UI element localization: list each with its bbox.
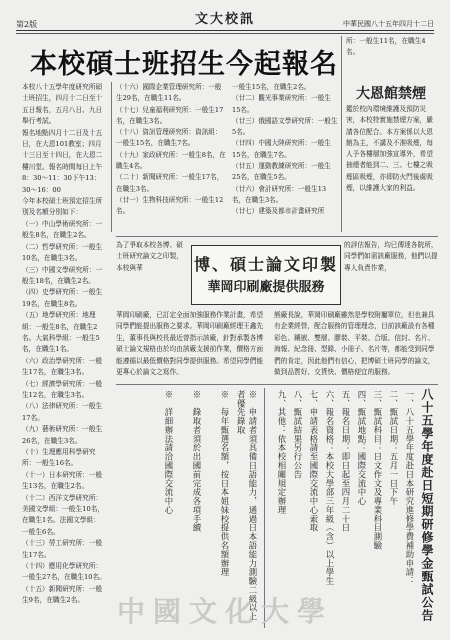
article-paragraph: （二）哲學研究所：一般生10名，在職生3名。	[22, 242, 103, 263]
announcement-item: 一、八十五學年度赴日本研究進修學費補助申請：	[405, 390, 415, 586]
column-divider	[341, 36, 342, 232]
left-article-column	[22, 82, 106, 627]
article-paragraph: 本校八十五學年度研究所碩士班招生，四月十二日至十五日報名，五月八日、九日舉行考試。	[22, 83, 103, 126]
announcement-note: ※ 詳細辦法請洽國際交流中心	[164, 390, 174, 515]
page-header	[16, 6, 434, 36]
dept-list-column-1	[116, 82, 226, 232]
issue-number: 第2版	[16, 20, 38, 29]
dept-list-column-2	[232, 82, 338, 232]
article-paragraph: （十五）新聞研究所：一般生9名，在職生2名。	[22, 584, 103, 605]
ad-line-2: 華岡印刷廠提供服務	[207, 280, 325, 295]
announcement-item: 七、申請表格請至國際交流中心索取	[309, 390, 319, 533]
dept-list-item: （十九）家政研究所：一般生8名，在職生4名。	[116, 150, 226, 171]
dept-list-item: （廿六）會計研究所：一般生13名，在職生3名。	[232, 184, 327, 204]
announcement-note: ※ 申請者須具備日語能力，通過日本語能力測驗二級以上者優先錄取	[236, 390, 258, 622]
nosmoking-headline: 大恩館禁煙	[356, 86, 426, 102]
article-paragraph: （一）中山學術研究所：一般生8名，在職生2名。	[22, 219, 103, 240]
announcement-item: 五、報名日期：即日起至四月二十日	[341, 390, 351, 533]
article-paragraph: （十）生理應用科學研究所：一般生16名。	[22, 448, 96, 468]
dept-list-item: （二十）新聞研究所：一般生17名，在職生3名。	[116, 173, 224, 193]
masthead-title: 文大校訊	[194, 12, 255, 27]
article-paragraph: （八）法律研究所：一般生17名。	[22, 402, 103, 422]
dept-list-item: （十七）兒童福利研究所：一般生17名，在職生3名。	[116, 105, 224, 125]
announcement-item: 八、甄試結果另行公告	[293, 390, 303, 479]
thesis-article-tail: 熊廠長說，華岡印刷廠雖然是學校附屬單位，但也兼具有企業經營，配合服務的管理理念，目前該廠設有各種彩色、鑲嵌、雙層、膠裝、平裝、合版、信封、名片、海報、紀念冊、型錄、小冊子、名片等，都能受到同學們的肯定，因此他們有信心，把博碩士班同學的論文，做到品質好、交貨快、價格便宜的服務。	[274, 311, 435, 377]
header-rule	[16, 30, 434, 31]
main-headline: 本校碩士班招生今起報名	[30, 49, 338, 80]
issue-date: 中華民國八十五年四月十二日	[343, 20, 434, 28]
thesis-article-body: 華岡印刷廠，已訂定全面加強服務作業計畫，希望同學們能提出服務之要求。華岡印刷廠經理王鑫先生，董事長與校長最近曾指示該廠，針對承製各博碩士論文規格由於均由該廠支援前作業，價格方面能遵循以最低價格對同學提供服務。希望同學們能更專心於論文之寫作。	[116, 311, 264, 377]
article-paragraph: （三）中國文學研究所：一般生18名，在職生2名。	[22, 265, 103, 285]
article-paragraph: （七）經濟學研究所：一般生12名，在職生3名。	[22, 379, 103, 399]
article-paragraph: （四）史學研究所：一般生19名，在職生8名。	[22, 288, 103, 308]
announcement-note: ※ 每年甄選名額，按日本姐妹校提供名額辦理	[220, 390, 230, 577]
announcement-item: 九、其他：依本校相關規定辦理	[277, 390, 287, 515]
column-divider	[111, 82, 112, 232]
announcement-item: 六、報名資格：本校大學部三年級（含）以上學生	[325, 390, 335, 586]
section-divider	[116, 384, 438, 385]
article-paragraph: 今年本校碩士班預定招生所別及名額分別如下：	[22, 197, 103, 217]
article-paragraph: （十二）西洋文學研究所：美國文學組：一般生10名，在職生1名。法國文學組：一般生6名。	[22, 493, 105, 536]
announcement-note: ※ 錄取者須於出國前完成各項手續	[192, 390, 202, 533]
thesis-article-right: 的評估報告，均已傳達各院所，同學們如需該廠服務，他們以提專人負責作業，	[344, 241, 438, 272]
article-paragraph: （五）地學研究所：地理組：一般生8名，在職生2名。大氣科學組：一般生5名，在職生1名。	[22, 311, 100, 354]
section-divider	[116, 236, 438, 237]
dept-list-item: （十六）國際企業管理研究所：一般生29名，在職生11名。	[116, 83, 222, 103]
article-paragraph: （十四）應用化學研究所：一般生27名，在職生10名。	[22, 562, 106, 582]
watermark: 中國文化大學	[116, 595, 333, 628]
ad-line-1: 博、碩士論文印製	[193, 255, 338, 274]
announcement-item: 三、甄試科目：日文作文及專業科目測驗	[373, 390, 383, 551]
thesis-article-intro: 為了爭取本校各博、碩士班研究論文之印製，本校與華	[116, 241, 183, 272]
dept-list-item: 一般生15名，在職生2名。	[232, 83, 311, 91]
announcement-item: 四、甄試地點：國際交流中心	[357, 390, 367, 506]
dept-list-item: （廿三）俄國語文學研究所：一般生5名。	[232, 116, 338, 137]
article-paragraph: （十一）日本研究所：一般生13名，在職生2名。	[22, 470, 103, 491]
article-paragraph: （十三）勞工研究所：一般生17名。	[22, 539, 103, 559]
dept-list-item: （廿一）生物科技研究所：一般生12名。	[116, 195, 224, 216]
dept-list-item: （廿七）建築及都市計畫研究所	[232, 207, 325, 216]
dept-list-item: （廿二）觀光事業研究所：一般生15名。	[232, 94, 331, 114]
article-paragraph: （九）藝術研究所：一般生26名，在職生3名。	[22, 425, 103, 445]
thesis-print-ad-box	[191, 245, 341, 305]
announcement-item: 二、甄試日期：五月一日下午	[389, 390, 399, 506]
header-rule-thin	[16, 33, 434, 34]
dept-list-item: （廿四）中國大陸研究所：一般生15名，在職生7名。	[232, 139, 331, 159]
right-column-continuation: 所：一般生11名，在職生4名。	[346, 37, 426, 56]
article-paragraph: 報名地點四月十二日及十五日，在大恩101教室；四月十三日至十四日，在大恩二樓川堂。報名時間每日上午8：30～11：30下午13：30～16：00	[22, 128, 103, 194]
dept-list-item: （廿五）運動教練研究所：一般生25名，在職生5名。	[232, 162, 331, 182]
article-paragraph: （六）政治學研究所：一般生17名，在職生3名。	[22, 356, 103, 377]
announcement-title: 八十五學年度赴日短期研修學金甄試公告	[420, 388, 434, 622]
dept-list-item: （十八）資訊管理研究所：資訊組：一般生15名，在職生7名。	[116, 128, 222, 148]
nosmoking-article: 鑑於校內環境維護及預防災害，本校特實施禁煙方案，嚴請各位配合。本方案係以大恩館為主，不講及不准吸煙，每人予各樓層加強宣導外，希望抽煙者能到二、三、七樓之吸煙區吸煙，亦即防火門後處吸煙，以維護大家的利益。	[346, 105, 433, 193]
